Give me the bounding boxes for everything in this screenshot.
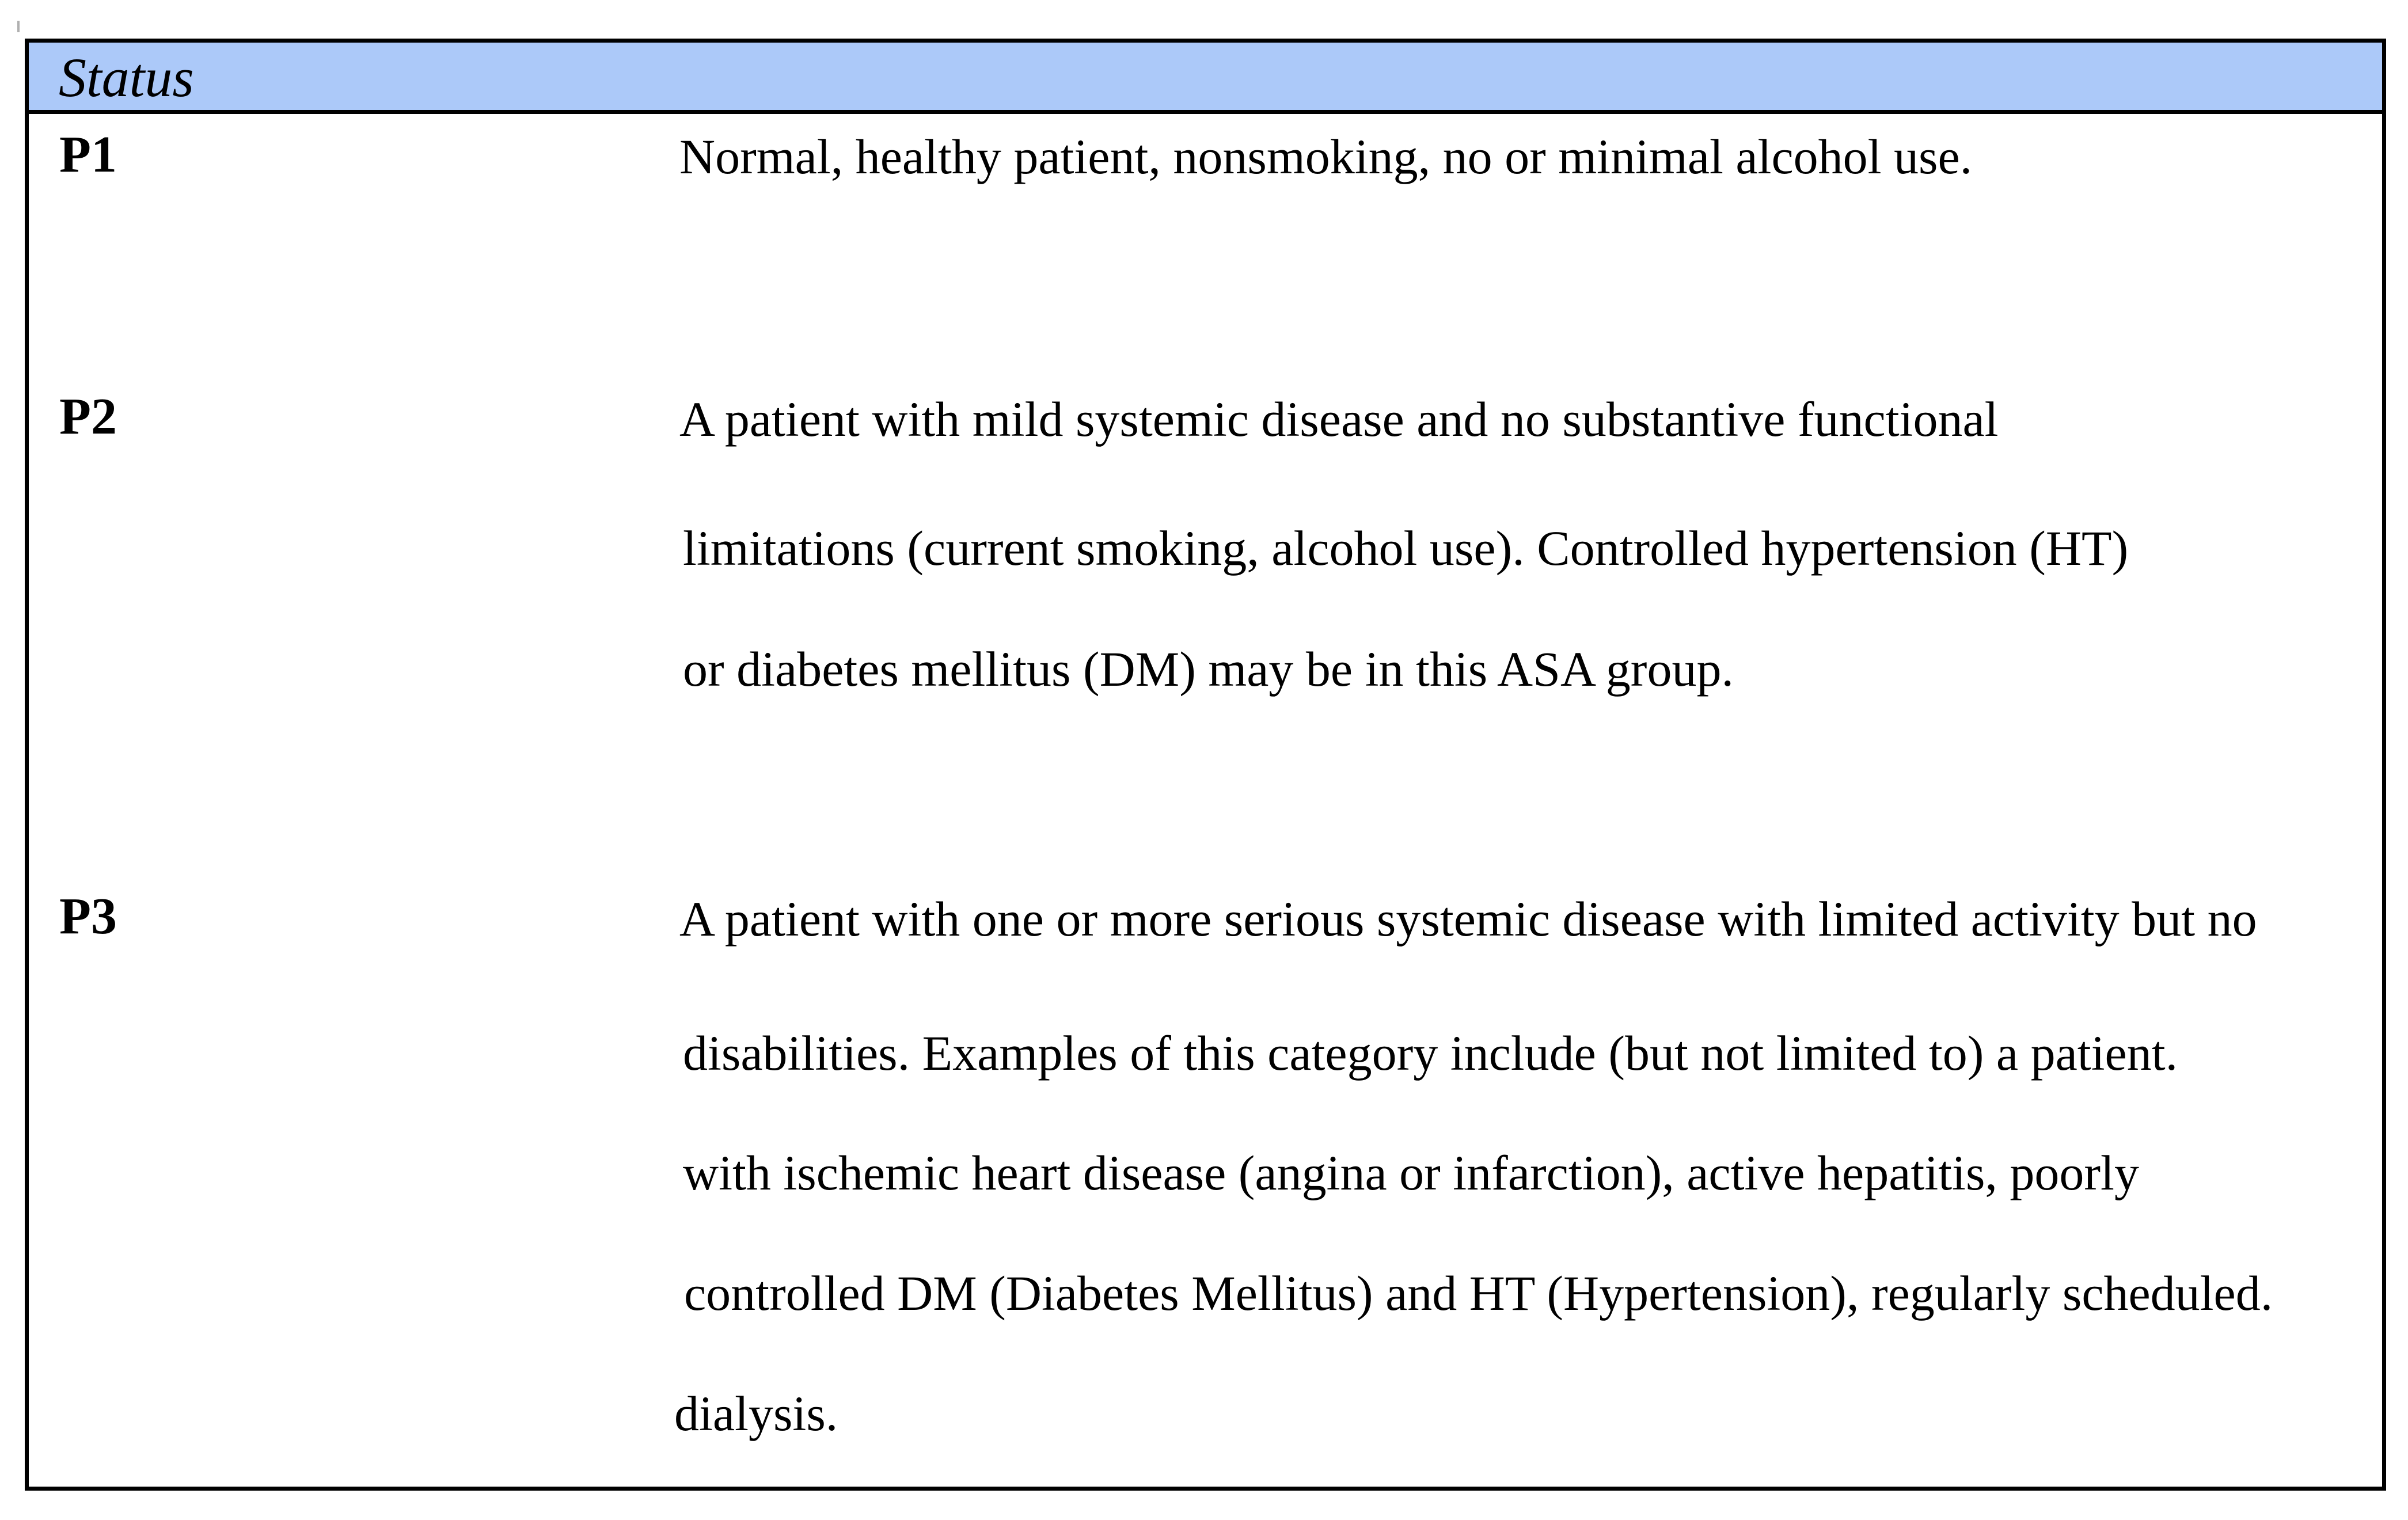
p3-description-line-2: disabilities. Examples of this category include (but not limited to) a patient. [683,1025,2178,1081]
status-code-p3: P3 [59,888,117,945]
p3-description-line-1: A patient with one or more serious systemic disease with limited activity but no [679,891,2257,947]
table-header [29,43,2382,114]
status-code-p2: P2 [59,388,117,445]
status-code-p1: P1 [59,126,117,183]
p3-description-line-4: controlled DM (Diabetes Mellitus) and HT (Hypertension), regularly scheduled. [684,1266,2273,1321]
p2-description-line-1: A patient with mild systemic disease and no substantive functional [679,392,1999,447]
p3-description-line-5: dialysis. [674,1386,838,1441]
p2-description-line-3: or diabetes mellitus (DM) may be in this ASA group. [683,641,1734,697]
p1-description-line-1: Normal, healthy patient, nonsmoking, no or minimal alcohol use. [679,129,1973,184]
header-title: Status [59,47,194,108]
asa-status-table [25,39,2386,1491]
p2-description-line-2: limitations (current smoking, alcohol use). Controlled hypertension (HT) [683,520,2129,576]
p3-description-line-3: with ischemic heart disease (angina or infarction), active hepatitis, poorly [683,1145,2139,1200]
corner-mark [17,21,20,32]
